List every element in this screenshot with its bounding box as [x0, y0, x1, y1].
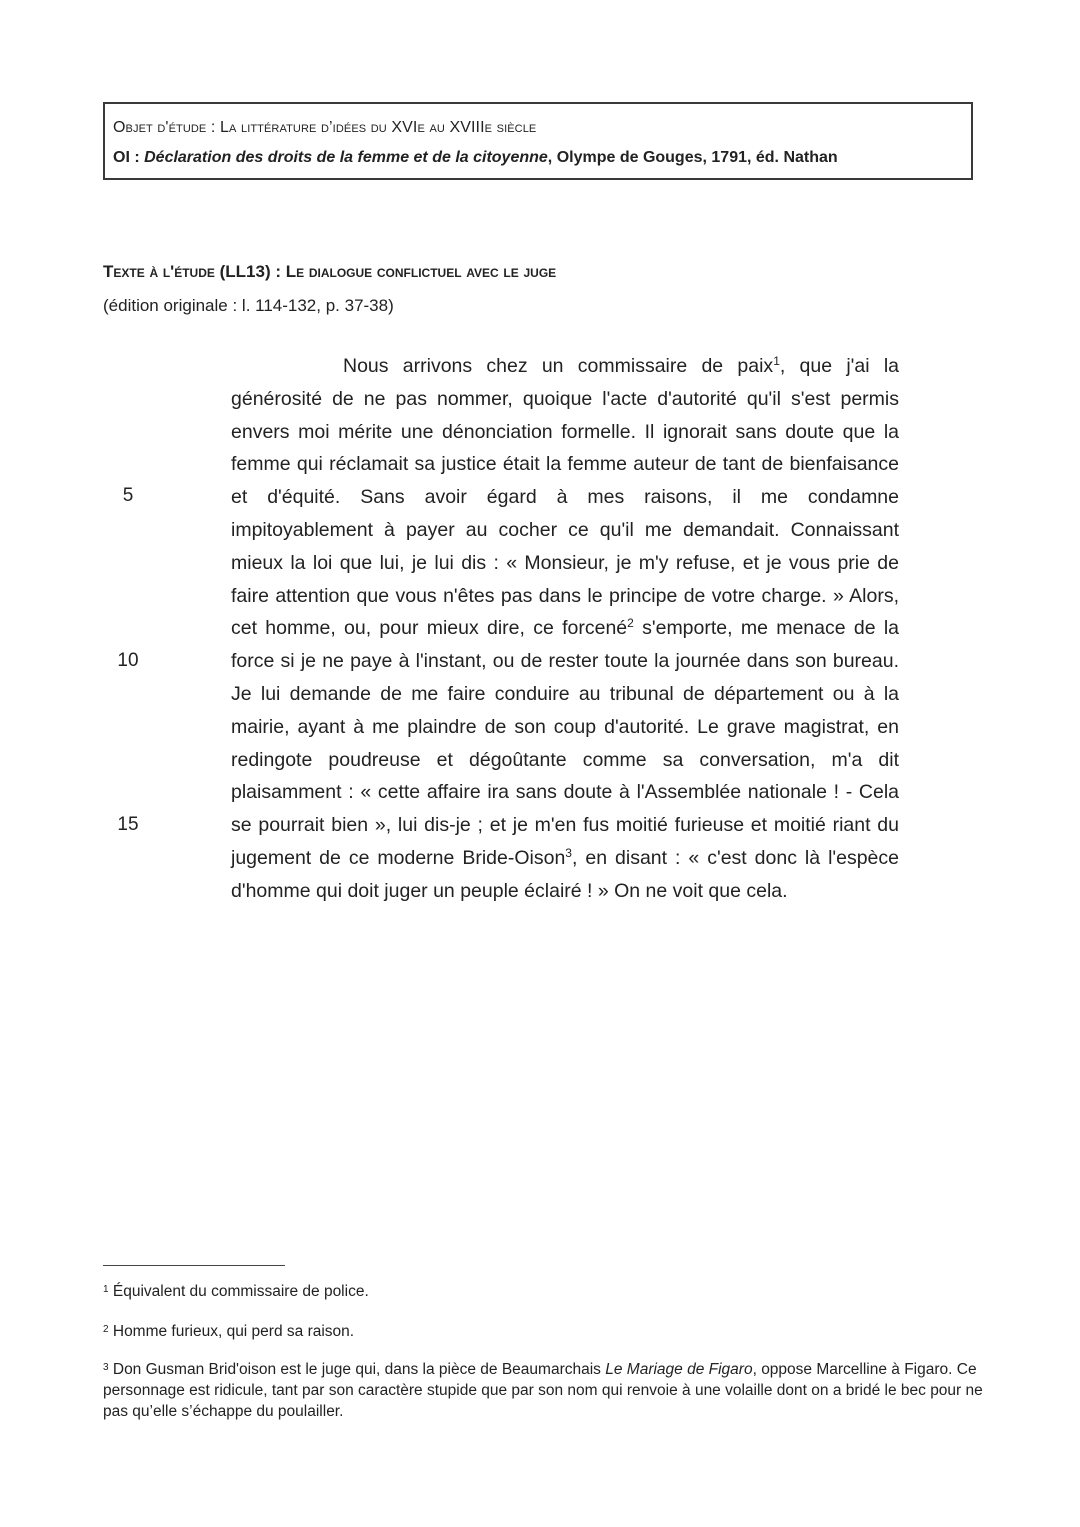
study-text: [231, 350, 899, 908]
footnote-1-text: Équivalent du commissaire de police.: [108, 1283, 369, 1300]
footnote-ref-2[interactable]: 2: [627, 616, 634, 631]
footnote-separator: [103, 1265, 285, 1266]
footnote-3-text-b: , oppose Marcelline à Figaro. Ce personnage est ridicule, tant par son caractère stupide que par son nom qui renvoie à une volaille dont on a bridé le bec pour ne pas qu’elle s’échappe du poulailler.: [103, 1361, 983, 1420]
oi-prefix: OI :: [113, 149, 145, 166]
object-of-study-line: Objet d'étude : La littérature d’idées du XVIe au XVIIIe siècle: [113, 119, 537, 136]
line-number-10: 10: [117, 650, 139, 671]
text-part-3: s'emporte, me menace de la force si je ne paye à l'instant, ou de rester toute la journée dans son bureau. Je lui demande de me faire conduire au tribunal de département ou à la mairie, ayant à me plaindre de son coup d'autorité. Le grave magistrat, en redingote poudreuse et dégoûtante comme sa conversation, m'a dit plaisamment : « cette affaire ira sans doute à l'Assemblée nationale ! - Cela se pourrait bien », lui dis-je ; et je m'en fus moitié furieuse et moitié riant du jugement de ce moderne Bride-Oison: [231, 617, 900, 869]
oi-work-title: Déclaration des droits de la femme et de la citoyenne: [144, 149, 548, 166]
text-part-4: , en disant : « c'est donc là l'espèce d'homme qui doit juger un peuple éclairé ! » On ne voit que cela.: [231, 846, 899, 902]
header-box: [103, 102, 973, 180]
footnote-2-mark: 2: [103, 1324, 109, 1335]
footnote-3-mark: 3: [103, 1362, 109, 1373]
footnote-3-work-title: Le Mariage de Figaro: [605, 1361, 753, 1378]
footnote-ref-3[interactable]: 3: [565, 845, 572, 860]
oi-line: [113, 145, 971, 171]
footnote-3: [103, 1359, 983, 1422]
text-part-2: , que j'ai la générosité de ne pas nommer, quoique l'acte d'autorité qu'il s'est permis envers moi mérite une dénonciation formelle. Il ignorait sans doute que la femme qui réclamait sa justice était la femme auteur de tant de bienfaisance et d'équité. Sans avoir égard à mes raisons, il me condamne impitoyablement à payer au cocher ce qu'il me demandait. Connaissant mieux la loi que lui, je lui dis : « Monsieur, je m'y refuse, et je vous prie de faire attention que vous n'êtes pas dans le principe de votre charge. » Alors, cet homme, ou, pour mieux dire, ce forcené: [231, 355, 900, 640]
footnote-1-mark: 1: [103, 1284, 109, 1295]
section-title: Texte à l'étude (LL13) : Le dialogue conflictuel avec le juge: [103, 262, 557, 281]
edition-reference: (édition originale : l. 114-132, p. 37-38): [103, 296, 394, 315]
footnote-2: [103, 1321, 983, 1342]
oi-suffix: , Olympe de Gouges, 1791, éd. Nathan: [547, 149, 838, 166]
line-number-15: 15: [117, 814, 139, 835]
line-number-5: 5: [122, 485, 134, 506]
footnote-1: [103, 1281, 983, 1302]
footnote-2-text: Homme furieux, qui perd sa raison.: [108, 1323, 355, 1340]
text-part-1: Nous arrivons chez un commissaire de paix: [343, 355, 774, 377]
footnote-3-text-a: Don Gusman Brid'oison est le juge qui, dans la pièce de Beaumarchais: [108, 1361, 606, 1378]
footnote-ref-1[interactable]: 1: [773, 354, 780, 368]
